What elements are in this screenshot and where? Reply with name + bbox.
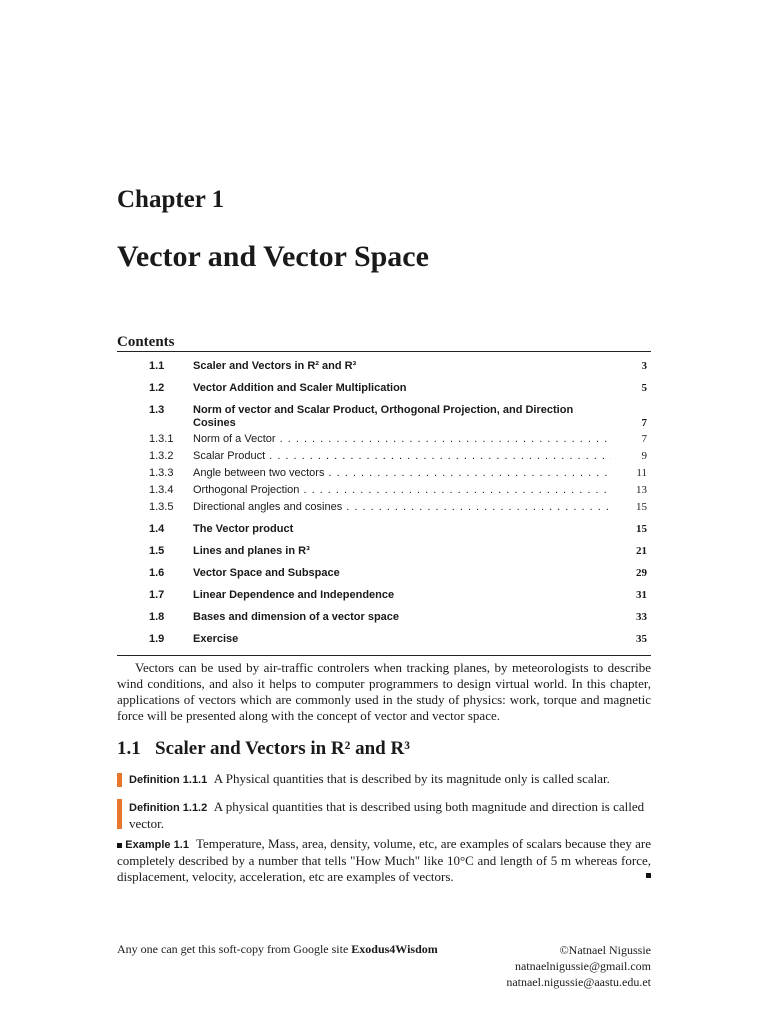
section-title: Scaler and Vectors in R² and R³ — [155, 738, 410, 759]
footer-copyright: ©Natnael Nigussie — [559, 943, 651, 957]
toc-number: 1.3.3 — [149, 467, 174, 479]
toc-page-number: 3 — [641, 360, 647, 372]
contents-heading: Contents — [117, 334, 175, 350]
footer-email-1: natnaelnigussie@gmail.com — [514, 959, 651, 973]
definition-1-1-1 — [129, 771, 651, 788]
toc-title-continued: Cosines — [193, 417, 236, 429]
toc-section-row[interactable] — [117, 611, 651, 627]
contents-bottom-rule — [117, 655, 651, 656]
toc-subsection-row[interactable] — [117, 450, 651, 466]
toc-title: Exercise — [193, 633, 239, 645]
example-marker-icon — [117, 843, 122, 848]
example-label: Example 1.1 — [125, 839, 189, 851]
toc-number: 1.3.4 — [149, 484, 174, 496]
definition-text: A Physical quantities that is described by its magnitude only is called scalar. — [213, 771, 610, 786]
toc-section-row[interactable] — [117, 567, 651, 583]
end-of-example-icon — [646, 873, 651, 878]
footer-left-text: Any one can get this soft-copy from Google site — [117, 942, 352, 956]
definition-accent-bar — [117, 773, 122, 787]
toc-page-number: 15 — [636, 523, 647, 535]
toc-number: 1.1 — [149, 360, 165, 372]
definition-text: A physical quantities that is described using both magnitude and direction is called vector. — [129, 799, 645, 831]
toc-page-number: 21 — [636, 545, 647, 557]
footer-site-name: Exodus4Wisdom — [351, 942, 438, 956]
toc-subsection-row[interactable] — [117, 433, 651, 449]
toc-title: Norm of vector and Scalar Product, Orthogonal Projection, and Direction — [193, 404, 574, 416]
toc-number: 1.3.2 — [149, 450, 174, 462]
toc-page-number: 7 — [641, 417, 647, 429]
toc-subsection-row[interactable] — [117, 467, 651, 483]
toc-title: Angle between two vectors . . . — [193, 467, 611, 479]
toc-page-number: 13 — [636, 484, 647, 496]
toc-title: Directional angles and cosines . . . — [193, 501, 611, 513]
toc-section-row[interactable] — [117, 404, 651, 429]
toc-title: Lines and planes in R³ — [193, 545, 310, 557]
toc-number: 1.4 — [149, 523, 165, 535]
chapter-title: Vector and Vector Space — [117, 240, 429, 273]
toc-title: The Vector product — [193, 523, 294, 535]
toc-section-row[interactable] — [117, 382, 651, 398]
section-number: 1.1 — [117, 738, 141, 759]
section-heading — [117, 738, 410, 760]
toc-page-number: 31 — [636, 589, 647, 601]
toc-page-number: 15 — [636, 501, 647, 513]
intro-paragraph: Vectors can be used by air-traffic controlers when tracking planes, by meteorologists to describe wind conditions, and also it helps to computer programmers to design virtual world. In this chapter, applications of vectors which are commonly used in the study of physics: work, torque and magnetic force will be presented along with the concept of vector and vector space. — [117, 660, 651, 723]
toc-number: 1.3.1 — [149, 433, 174, 445]
toc-title: Scaler and Vectors in R² and R³ — [193, 360, 357, 372]
toc-page-number: 7 — [641, 433, 647, 445]
toc-title: Vector Addition and Scaler Multiplication — [193, 382, 407, 394]
example-text: Temperature, Mass, area, density, volume, etc, are examples of scalars because they are completely described by a number that tells "How Much" like 10°C and length of 5 m whereas force, displacement, velocity, acceleration, etc are examples of vectors. — [117, 836, 651, 884]
toc-page-number: 5 — [641, 382, 647, 394]
toc-subsection-row[interactable] — [117, 484, 651, 500]
toc-page-number: 29 — [636, 567, 647, 579]
toc-section-row[interactable] — [117, 633, 651, 649]
toc-title: Linear Dependence and Independence — [193, 589, 395, 601]
toc-number: 1.3 — [149, 404, 165, 416]
toc-number: 1.7 — [149, 589, 165, 601]
toc-page-number: 9 — [641, 450, 647, 462]
definition-label: Definition 1.1.2 — [129, 802, 208, 814]
toc-title: Vector Space and Subspace — [193, 567, 340, 579]
toc-section-row[interactable] — [117, 360, 651, 376]
toc-title: Norm of a Vector . . . — [193, 433, 611, 445]
toc-page-number: 11 — [636, 467, 647, 479]
toc-section-row[interactable] — [117, 589, 651, 605]
toc-title: Orthogonal Projection . . . — [193, 484, 611, 496]
definition-label: Definition 1.1.1 — [129, 774, 208, 786]
chapter-label: Chapter 1 — [117, 186, 225, 213]
toc-section-row[interactable] — [117, 545, 651, 561]
footer-right — [506, 942, 651, 990]
toc-number: 1.6 — [149, 567, 165, 579]
example-1-1 — [117, 836, 651, 885]
toc-number: 1.3.5 — [149, 501, 174, 513]
toc-page-number: 35 — [636, 633, 647, 645]
toc-number: 1.2 — [149, 382, 165, 394]
definition-1-1-2 — [129, 799, 651, 832]
toc-section-row[interactable] — [117, 523, 651, 539]
footer-email-2: natnael.nigussie@aastu.edu.et — [506, 975, 651, 989]
toc-page-number: 33 — [636, 611, 647, 623]
toc-number: 1.8 — [149, 611, 165, 623]
toc-number: 1.9 — [149, 633, 165, 645]
footer-left — [117, 942, 438, 957]
contents-top-rule — [117, 351, 651, 352]
toc-title: Bases and dimension of a vector space — [193, 611, 400, 623]
definition-accent-bar — [117, 799, 122, 829]
toc-number: 1.5 — [149, 545, 165, 557]
toc-title: Scalar Product . . . — [193, 450, 611, 462]
toc-subsection-row[interactable] — [117, 501, 651, 517]
